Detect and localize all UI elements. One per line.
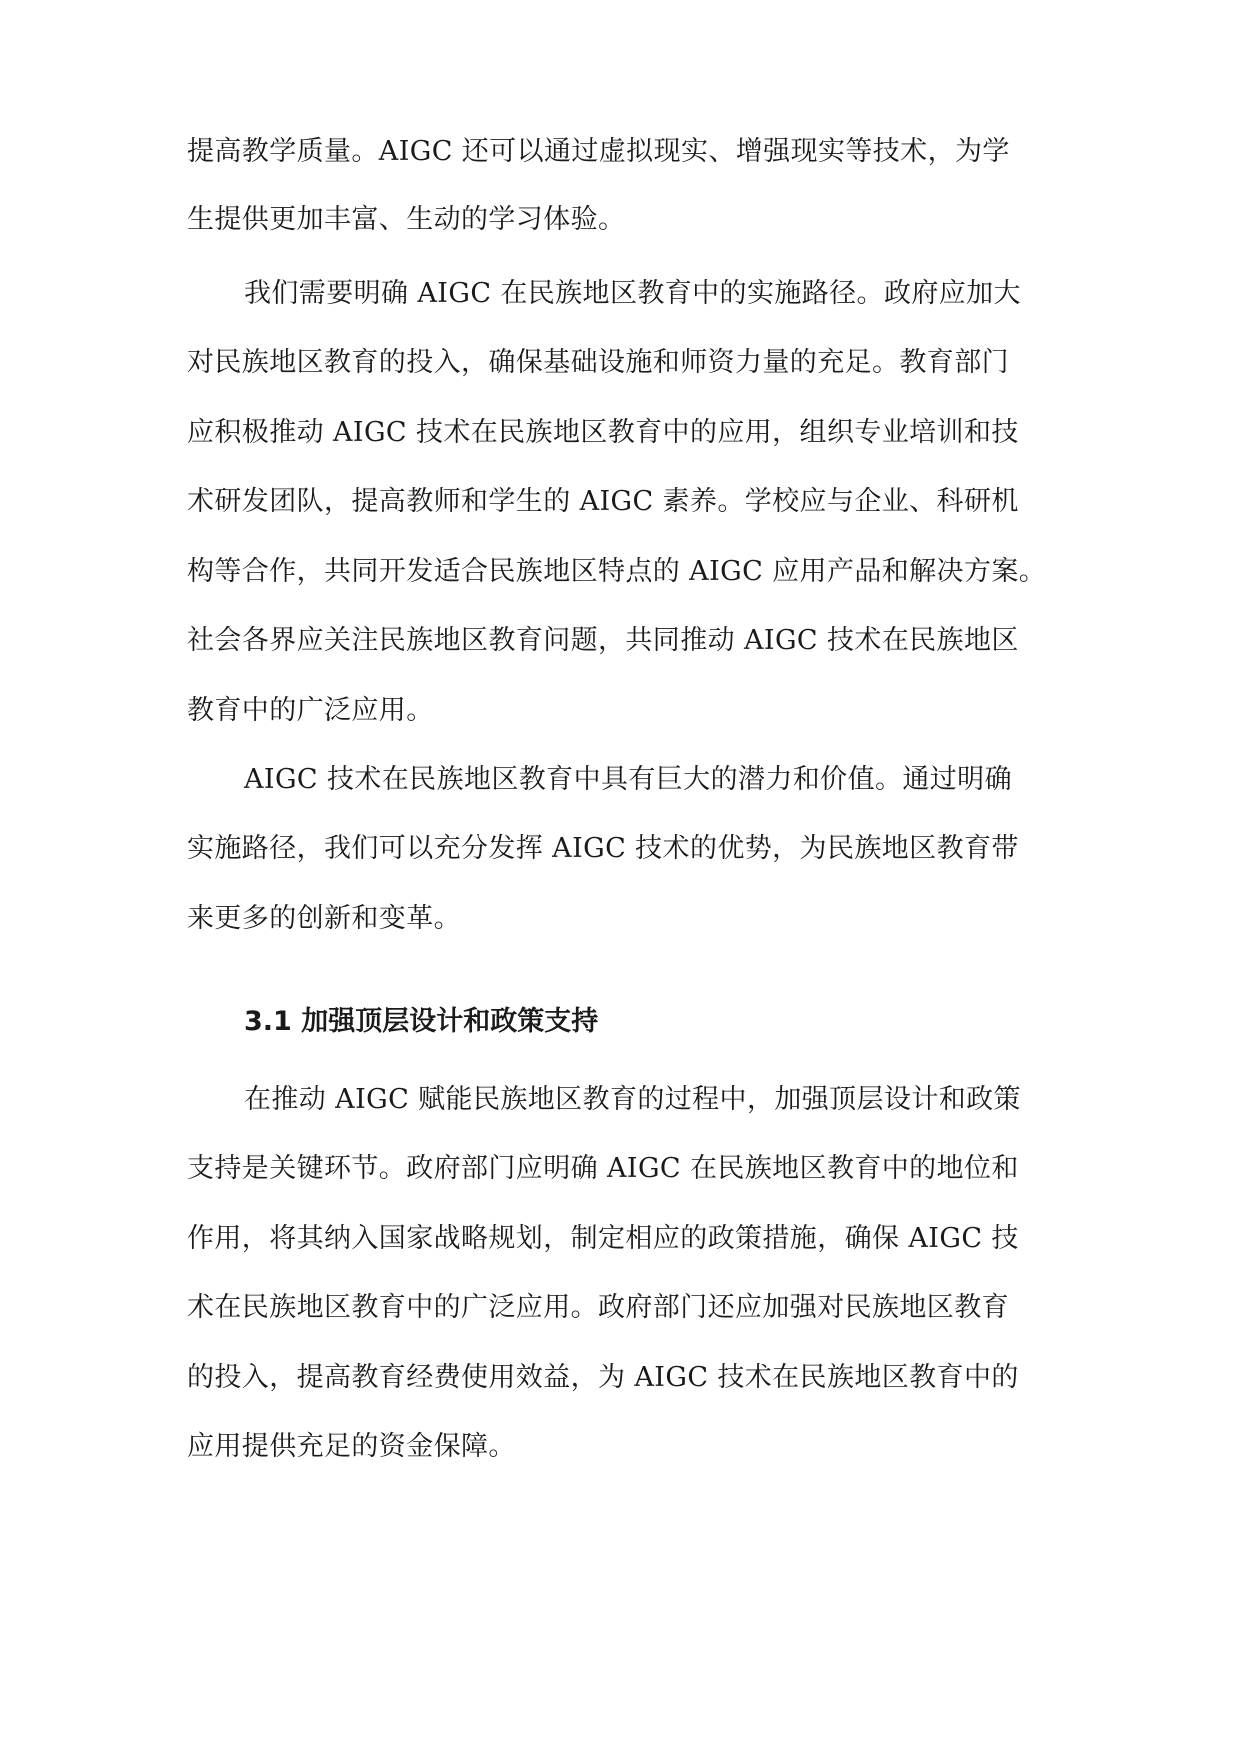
- paragraph-line: 术研发团队，提高教师和学生的 AIGC 素养。学校应与企业、科研机: [187, 486, 1019, 517]
- paragraph-line: 生提供更加丰富、生动的学习体验。: [187, 204, 626, 235]
- paragraph-line: 构等合作，共同开发适合民族地区特点的 AIGC 应用产品和解决方案。: [187, 556, 1047, 587]
- section-heading: 3.1 加强顶层设计和政策支持: [244, 1006, 599, 1037]
- paragraph-line: AIGC 技术在民族地区教育中具有巨大的潜力和价值。通过明确: [244, 764, 1012, 795]
- paragraph-line: 应用提供充足的资金保障。: [187, 1431, 516, 1462]
- paragraph-line: 在推动 AIGC 赋能民族地区教育的过程中，加强顶层设计和政策: [244, 1084, 1021, 1115]
- paragraph-line: 提高教学质量。AIGC 还可以通过虚拟现实、增强现实等技术，为学: [187, 136, 1010, 167]
- paragraph-line: 实施路径，我们可以充分发挥 AIGC 技术的优势，为民族地区教育带: [187, 833, 1019, 864]
- paragraph-line: 术在民族地区教育中的广泛应用。政府部门还应加强对民族地区教育: [187, 1292, 1009, 1323]
- paragraph-line: 的投入，提高教育经费使用效益，为 AIGC 技术在民族地区教育中的: [187, 1362, 1019, 1393]
- paragraph-line: 我们需要明确 AIGC 在民族地区教育中的实施路径。政府应加大: [244, 278, 1021, 309]
- paragraph-line: 应积极推动 AIGC 技术在民族地区教育中的应用，组织专业培训和技: [187, 417, 1019, 448]
- paragraph-line: 社会各界应关注民族地区教育问题，共同推动 AIGC 技术在民族地区: [187, 625, 1019, 656]
- paragraph-line: 作用，将其纳入国家战略规划，制定相应的政策措施，确保 AIGC 技: [187, 1223, 1019, 1254]
- paragraph-line: 支持是关键环节。政府部门应明确 AIGC 在民族地区教育中的地位和: [187, 1153, 1019, 1184]
- paragraph-line: 教育中的广泛应用。: [187, 695, 434, 726]
- paragraph-line: 来更多的创新和变革。: [187, 903, 461, 934]
- paragraph-line: 对民族地区教育的投入，确保基础设施和师资力量的充足。教育部门: [187, 347, 1009, 378]
